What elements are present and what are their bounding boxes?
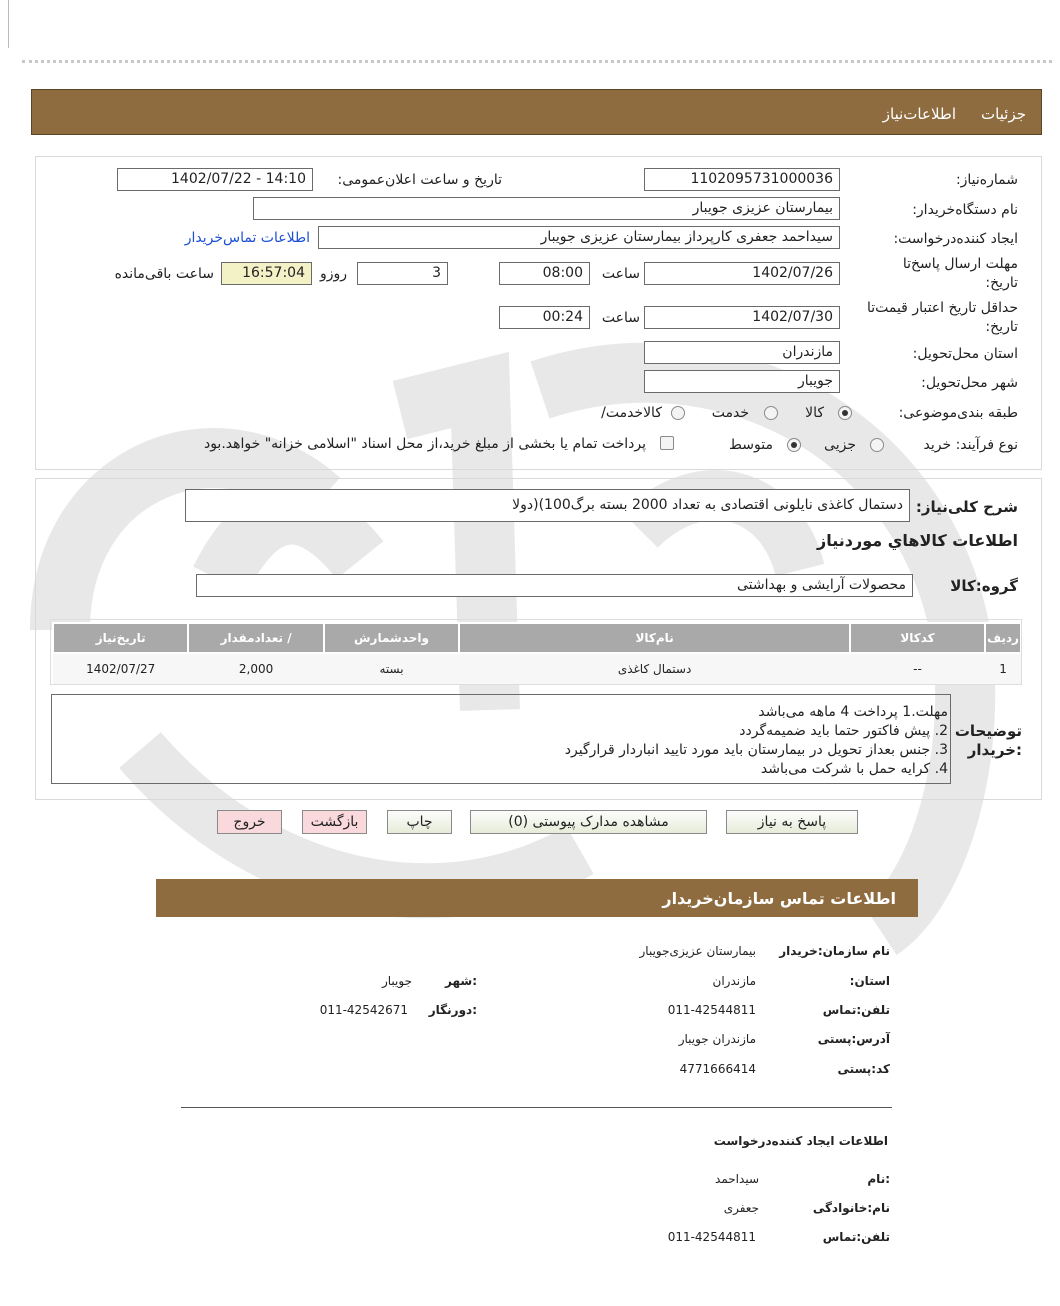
creator-family-value: جعفری: [723, 1201, 759, 1215]
deadline-date-field: 1402/07/26: [644, 262, 840, 285]
note-line: 4. کرایه حمل با شرکت می‌باشد: [760, 761, 948, 777]
buyer-contact-link[interactable]: اطلاعات تماس‌خریدار: [184, 230, 310, 246]
contact-title: اطلاعات تماس سازمان‌خریدار: [662, 889, 896, 908]
note-line: مهلت.1 پرداخت 4 ماهه می‌باشد: [758, 704, 948, 720]
category-option-service: خدمت: [711, 405, 749, 421]
col-unit: واحدشمارش: [324, 623, 459, 653]
days-label: روزو: [319, 266, 347, 282]
col-code: کدکالا: [850, 623, 985, 653]
org-value: بیمارستان عزیزی‌جویبار: [639, 944, 756, 958]
group-label: گروه‌:کالا: [950, 577, 1018, 595]
category-radio-goods[interactable]: [838, 406, 852, 420]
deadline-label-2: تاریخ:: [985, 275, 1018, 291]
need-number-field: 1102095731000036: [644, 168, 840, 191]
buyer-org-label: نام دستگاه‌خریدار:: [912, 202, 1018, 218]
top-dotted-rule: [22, 60, 1052, 63]
validity-date-field: 1402/07/30: [644, 306, 840, 329]
process-option-medium: متوسط: [729, 437, 773, 453]
summary-label: شرح کلی‌نیاز:: [915, 498, 1018, 516]
contact-fax-label: :دورنگار: [428, 1003, 477, 1017]
col-qty: / تعدادمقدار: [188, 623, 323, 653]
contact-phone-label: تلفن‌:تماس: [822, 1003, 890, 1017]
contact-province-label: استان:: [849, 974, 890, 988]
need-number-label: شماره‌نیاز:: [955, 172, 1018, 188]
process-label: نوع فرآیند: خرید: [923, 437, 1018, 453]
validity-time-field: 00:24: [499, 306, 590, 329]
group-field: محصولات آرایشی و بهداشتی: [196, 574, 913, 597]
contact-fax-value: 011-42542671: [319, 1003, 408, 1017]
contact-postal-label: کد‌:پستی: [837, 1062, 890, 1076]
creator-phone-value: 011-42544811: [667, 1230, 756, 1244]
tab-details[interactable]: جزئیات: [981, 105, 1026, 123]
contact-address-label: آدرس‌:پستی: [817, 1032, 890, 1046]
notes-label: توضيحات: [954, 722, 1022, 740]
notes-label-2: :خريدار: [967, 741, 1022, 759]
province-label: استان محل‌تحویل:: [912, 346, 1018, 362]
validity-label: حداقل تاریخ اعتبار قیمت‌تا: [866, 300, 1018, 316]
deadline-time-label: ساعت: [601, 266, 640, 282]
category-option-goods: کالا: [805, 405, 824, 421]
validity-label-2: تاریخ:: [985, 319, 1018, 335]
creator-phone-label: تلفن‌:تماس: [822, 1230, 890, 1244]
announce-field: 1402/07/22 - 14:10: [117, 168, 313, 191]
reply-button[interactable]: پاسخ به نیاز: [726, 810, 858, 834]
summary-field: دستمال کاغذی نایلونی اقتصادی به تعداد 2000 بسته برگ100)(دولا: [185, 489, 910, 522]
city-field: جویبار: [644, 370, 840, 393]
cell-qty: 2,000: [188, 653, 323, 685]
note-line: 2. پیش فاکتور حتما باید ضمیمه‌گردد: [739, 723, 948, 739]
process-option-minor: جزیی: [824, 437, 856, 453]
creator-field: سیداحمد جعفری کارپرداز بیمارستان عزیزی جویبار: [318, 226, 840, 249]
province-field: مازندران: [644, 341, 840, 364]
announce-label: تاریخ و ساعت اعلان‌عمومی:: [337, 172, 502, 188]
cell-name: دستمال کاغذی: [459, 653, 850, 685]
creator-name-value: سیداحمد: [715, 1172, 759, 1186]
creator-title: اطلاعات ایجاد کننده‌درخواست: [713, 1134, 888, 1148]
category-radio-service[interactable]: [764, 406, 778, 420]
contact-city-label: :شهر: [445, 974, 477, 988]
deadline-time-field: 08:00: [499, 262, 590, 285]
category-label: طبقه بندی‌موضوعی:: [898, 405, 1018, 421]
tab-info[interactable]: اطلاعات‌نیاز: [882, 105, 956, 123]
contact-address-value: مازندران جویبار: [678, 1032, 756, 1046]
creator-label: ایجاد کننده‌درخواست:: [893, 231, 1018, 247]
attachments-button[interactable]: مشاهده مدارک پیوستی (0): [470, 810, 707, 834]
cell-date: 1402/07/27: [53, 653, 188, 685]
cell-row: 1: [985, 653, 1021, 685]
category-option-goods-service: کالا‌خدمت/: [601, 405, 662, 421]
contact-postal-value: 4771666414: [679, 1062, 756, 1076]
creator-name-label: :نام: [867, 1172, 890, 1186]
page-left-border: [8, 0, 9, 48]
days-field: 3: [357, 262, 448, 285]
col-name: نام‌کالا: [459, 623, 850, 653]
creator-family-label: نام‌:خانوادگی: [812, 1201, 890, 1215]
table-frame: [50, 619, 1022, 685]
note-line: 3. جنس بعداز تحویل در بیمارستان باید مورد تایید انباردار قرارگیرد: [564, 742, 948, 758]
treasury-payment-note: پرداخت تمام یا بخشی از مبلغ خرید،از محل اسناد "اسلامی خزانه" خواهد.بود: [203, 436, 646, 452]
remaining-time-field: 16:57:04: [221, 262, 312, 285]
org-label: نام سازمان‌:خریدار: [779, 944, 890, 958]
print-button[interactable]: چاپ: [387, 810, 452, 834]
city-label: شهر محل‌تحویل:: [921, 375, 1018, 391]
remaining-label: ساعت باقی‌مانده: [114, 266, 214, 282]
process-radio-medium[interactable]: [787, 438, 801, 452]
deadline-label: مهلت ارسال پاسخ‌تا: [902, 256, 1018, 272]
buyer-org-field: بیمارستان عزیزی جویبار: [253, 197, 840, 220]
contact-province-value: مازندران: [712, 974, 756, 988]
contact-divider: [181, 1107, 892, 1108]
validity-time-label: ساعت: [601, 310, 640, 326]
goods-title: اطلاعات کالاهاي موردنياز: [817, 531, 1018, 550]
cell-unit: بسته: [324, 653, 459, 685]
cell-code: --: [850, 653, 985, 685]
treasury-payment-checkbox[interactable]: [660, 436, 674, 450]
col-date: تاریخ‌نیاز: [53, 623, 188, 653]
col-row: رديف: [985, 623, 1021, 653]
contact-city-value: جویبار: [381, 974, 412, 988]
contact-phone-value: 011-42544811: [667, 1003, 756, 1017]
back-button[interactable]: بازگشت: [302, 810, 367, 834]
category-radio-goods-service[interactable]: [671, 406, 685, 420]
exit-button[interactable]: خروج: [217, 810, 282, 834]
process-radio-minor[interactable]: [870, 438, 884, 452]
